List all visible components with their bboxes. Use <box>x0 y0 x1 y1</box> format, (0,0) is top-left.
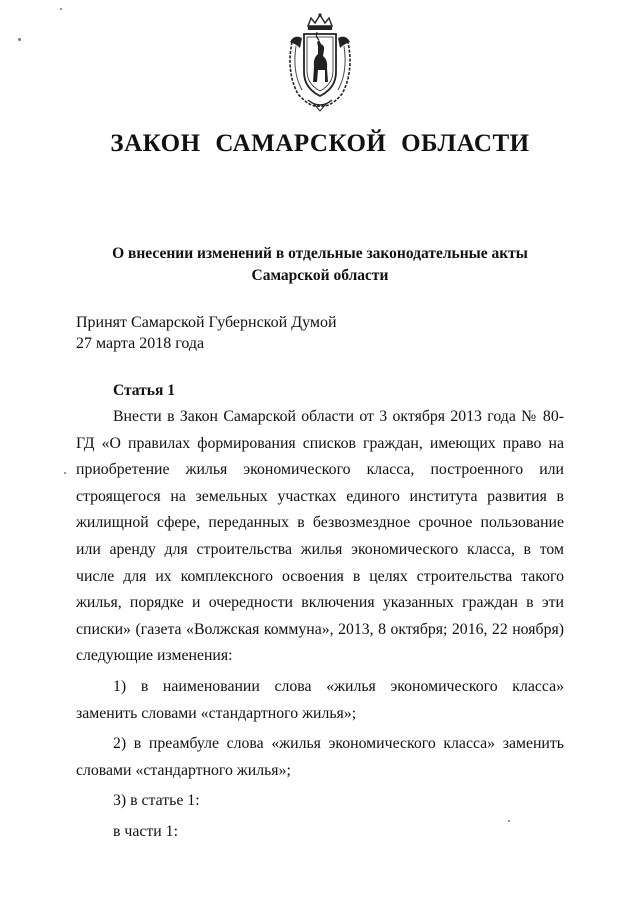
paragraph: в части 1: <box>113 822 178 840</box>
paragraph: 2) в преамбуле слова «жилья экономического класса» заменить словами «стандартного жилья»; <box>76 735 564 779</box>
law-subtitle <box>80 243 560 287</box>
paragraph: 3) в статье 1: <box>113 792 200 810</box>
speck <box>508 820 510 822</box>
law-title: ЗАКОН САМАРСКОЙ ОБЛАСТИ <box>110 130 530 157</box>
paragraph: Внести в Закон Самарской области от 3 октября 2013 года № 80-ГД «О правилах формирования списков граждан, имеющих право на приобретение жилья экономического класса, построенного или строящегося на земельных участках единого института развития в жилищной сфере, переданных в безвозмездное срочное пользование или аренду для строительства жилья экономического класса, в том числе для их комплексного освоения в целях строительства такого жилья, порядке и очередности включения указанных граждан в эти списки» (газета «Волжская коммуна», 2013, 8 октября; 2016, 22 ноября) следующие изменения: <box>76 408 564 665</box>
adoption-date: 27 марта 2018 года <box>76 335 205 352</box>
coat-of-arms-icon <box>280 12 360 112</box>
adopted-by: Принят Самарской Губернской Думой <box>76 314 337 331</box>
subtitle-line-1: О внесении изменений в отдельные законодательные акты <box>112 245 528 262</box>
adoption-info <box>76 312 337 354</box>
speck <box>18 38 21 41</box>
article-body <box>76 404 564 850</box>
paragraph: 1) в наименовании слова «жилья экономического класса» заменить словами «стандартного жилья»; <box>76 677 564 722</box>
subtitle-line-2: Самарской области <box>251 267 389 284</box>
speck <box>64 472 66 474</box>
article-heading: Статья 1 <box>113 382 175 399</box>
speck <box>60 8 62 10</box>
